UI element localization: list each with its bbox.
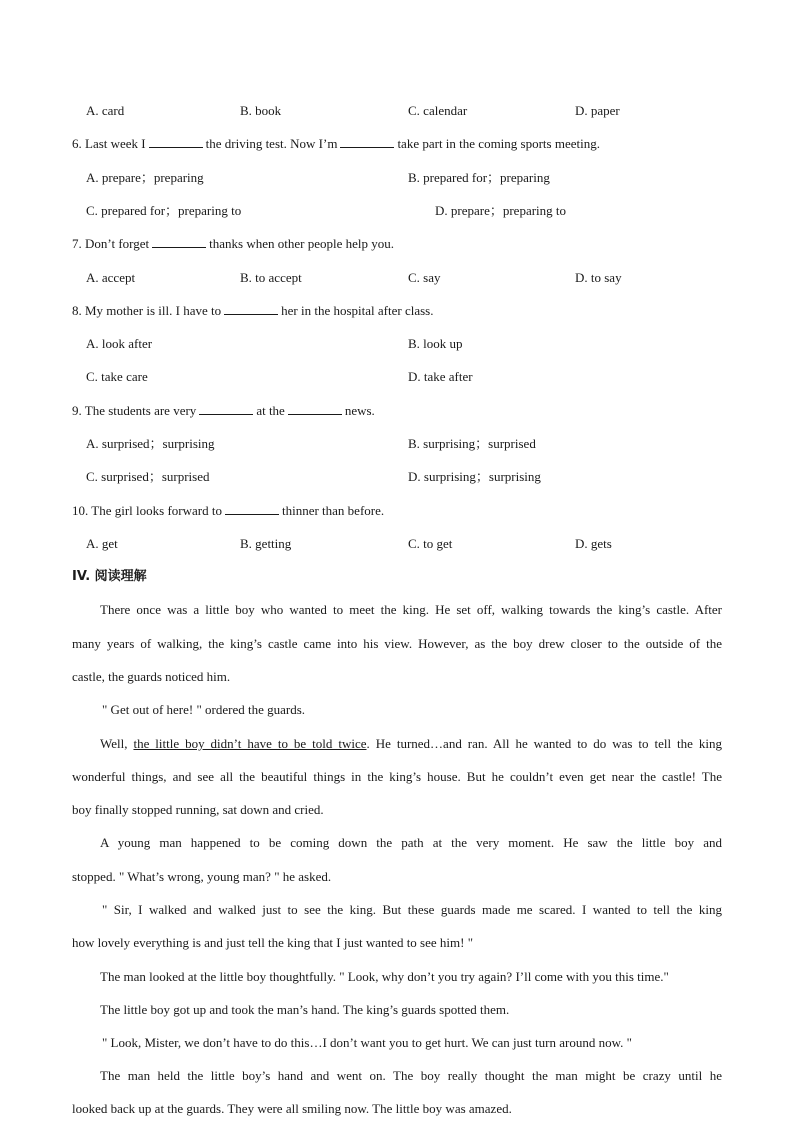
underlined-phrase: the little boy didn’t have to be told twice: [133, 736, 367, 751]
passage-line: The man held the little boy’s hand and went on. The boy really thought the man might be crazy until he: [100, 1068, 722, 1083]
passage-paragraph-5: [72, 902, 722, 951]
q7-blank-1: [152, 236, 206, 248]
passage-text: . He turned…and ran. All he wanted to do was to tell the king: [366, 736, 723, 751]
q10-option-b: B. getting: [240, 536, 292, 551]
q8-option-b: B. look up: [408, 336, 463, 351]
q6-text-3: take part in the coming sports meeting.: [397, 136, 600, 151]
q6-option-b: B. prepared for；preparing: [408, 170, 550, 185]
passage-line: castle, the guards noticed him.: [72, 669, 231, 684]
q9-blank-1: [199, 403, 253, 415]
passage-text: Well,: [100, 736, 128, 751]
passage-line: looked back up at the guards. They were all smiling now. The little boy was amazed.: [72, 1101, 512, 1116]
q6-option-c: C. prepared for；preparing to: [86, 203, 242, 218]
q10-text-1: 10. The girl looks forward to: [72, 503, 222, 518]
q6-option-a: A. prepare；preparing: [86, 170, 204, 185]
passage-paragraph-2: [72, 702, 722, 718]
q7-option-a: A. accept: [86, 270, 136, 285]
passage-line: " Look, Mister, we don’t have to do this…I don’t want you to get hurt. We can just turn around now. ": [102, 1035, 632, 1050]
q9-option-a: A. surprised；surprising: [86, 436, 215, 451]
passage-paragraph-4: [72, 835, 722, 885]
q8-option-d: D. take after: [408, 369, 473, 384]
q10-text-2: thinner than before.: [281, 503, 385, 518]
passage-line: A young man happened to be coming down the path at the very moment. He saw the little boy and: [100, 835, 722, 850]
q9-text-1: 9. The students are very: [72, 403, 197, 418]
q8-option-c: C. take care: [86, 369, 148, 384]
q6-blank-1: [149, 136, 203, 148]
q7-option-d: D. to say: [575, 270, 622, 285]
q10-option-d: D. gets: [575, 536, 612, 551]
q6-text-2: the driving test. Now I’m: [205, 136, 338, 151]
q9-blank-2: [288, 403, 342, 415]
q7-stem: [72, 236, 394, 252]
passage-line: The little boy got up and took the man’s hand. The king’s guards spotted them.: [100, 1002, 510, 1017]
passage-line: " Sir, I walked and walked just to see the king. But these guards made me scared. I wanted to tell the king: [102, 902, 722, 917]
passage-paragraph-8: [72, 1035, 722, 1051]
q9-text-2: at the: [256, 403, 285, 418]
passage-paragraph-6: [72, 969, 722, 985]
q9-option-b: B. surprising；surprised: [408, 436, 536, 451]
passage-paragraph-1: [72, 602, 722, 685]
q8-stem: [72, 303, 433, 319]
passage-line: The man looked at the little boy thoughtfully. " Look, why don’t you try again? I’ll come with you this time.": [100, 969, 669, 984]
q5-option-c: C. calendar: [408, 103, 468, 118]
passage-line: how lovely everything is and just tell the king that I just wanted to see him! ": [72, 935, 474, 950]
section-heading: IV. 阅读理解: [72, 569, 147, 584]
q5-option-a: A. card: [86, 103, 125, 118]
q9-text-3: news.: [344, 403, 375, 418]
q7-option-b: B. to accept: [240, 270, 302, 285]
q5-option-d: D. paper: [575, 103, 620, 118]
passage-line: wonderful things, and see all the beautiful things in the king’s house. But he couldn’t even get near the castle! The: [72, 769, 722, 784]
passage-line: many years of walking, the king’s castle came into his view. However, as the boy drew closer to the outside of the: [72, 636, 722, 651]
q6-text-1: 6. Last week I: [72, 136, 146, 151]
q8-option-a: A. look after: [86, 336, 153, 351]
q8-text-1: 8. My mother is ill. I have to: [72, 303, 222, 318]
q9-stem: [72, 403, 375, 419]
passage-line: There once was a little boy who wanted to meet the king. He set off, walking towards the king’s castle. After: [100, 602, 722, 617]
q5-option-b: B. book: [240, 103, 282, 118]
q6-stem: [72, 136, 600, 152]
passage-paragraph-3: [72, 736, 722, 818]
q7-option-c: C. say: [408, 270, 441, 285]
passage-paragraph-9: [72, 1068, 722, 1117]
q10-option-c: C. to get: [408, 536, 453, 551]
q8-blank-1: [224, 303, 278, 315]
passage-line: boy finally stopped running, sat down and cried.: [72, 802, 324, 817]
q7-text-2: thanks when other people help you.: [209, 236, 394, 251]
passage-line: [72, 736, 722, 752]
q10-stem: [72, 503, 384, 519]
q8-text-2: her in the hospital after class.: [281, 303, 434, 318]
q6-option-d: D. prepare；preparing to: [435, 203, 567, 218]
q9-option-d: D. surprising；surprising: [408, 469, 541, 484]
q9-option-c: C. surprised；surprised: [86, 469, 210, 484]
passage-paragraph-7: [72, 1002, 722, 1018]
passage-line: stopped. " What’s wrong, young man? " he asked.: [72, 869, 332, 884]
q10-blank-1: [225, 503, 279, 515]
q6-blank-2: [340, 136, 394, 148]
passage-line: " Get out of here! " ordered the guards.: [102, 702, 306, 717]
q10-option-a: A. get: [86, 536, 118, 551]
q7-text-1: 7. Don’t forget: [72, 236, 150, 251]
